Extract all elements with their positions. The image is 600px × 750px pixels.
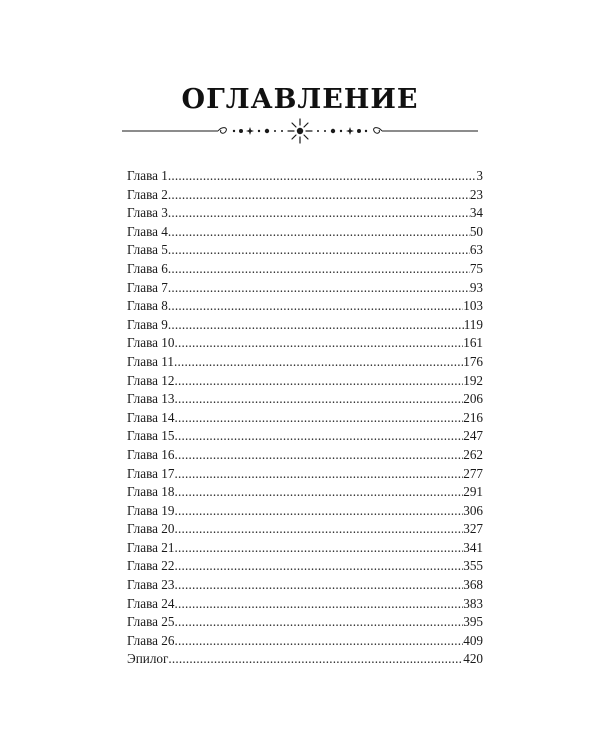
toc-entry-label: Глава 8 [127, 298, 168, 314]
toc-entry-label: Глава 15 [127, 428, 175, 444]
toc-entry [127, 483, 483, 502]
dot-leader [168, 279, 470, 298]
toc-entry-page-number: 103 [463, 298, 483, 314]
toc-entry [127, 557, 483, 576]
dot-leader [174, 483, 463, 502]
dot-leader [174, 595, 463, 614]
dot-leader [174, 520, 463, 539]
toc-entry-page-number: 93 [469, 279, 483, 295]
toc-entry [127, 502, 483, 521]
toc-entry-label: Глава 24 [127, 595, 175, 611]
toc-entry [127, 353, 483, 372]
toc-entry-page-number: 383 [463, 595, 483, 611]
toc-entry [127, 520, 483, 539]
toc-entry [127, 539, 483, 558]
toc-entry-page-number: 216 [463, 409, 483, 425]
toc-entry-page-number: 368 [463, 577, 483, 593]
dot-leader [168, 297, 463, 316]
toc-entry [127, 650, 483, 669]
toc-entry [127, 241, 483, 260]
toc-entry [127, 186, 483, 205]
toc-entry-label: Глава 20 [127, 521, 175, 537]
toc-entry [127, 223, 483, 242]
toc-entry-page-number: 161 [463, 335, 483, 351]
toc-entry-page-number: 247 [463, 428, 483, 444]
toc-entry-page-number: 409 [463, 632, 483, 648]
dot-leader [168, 223, 470, 242]
toc-entry-label: Глава 5 [127, 242, 168, 258]
toc-entry-label: Глава 12 [127, 372, 175, 388]
toc-entry-page-number: 341 [463, 539, 483, 555]
toc-entry-page-number: 206 [463, 391, 483, 407]
dot-leader [174, 334, 463, 353]
toc-entry-page-number: 306 [463, 502, 483, 518]
toc-entry-label: Глава 11 [127, 353, 174, 369]
dot-leader [168, 204, 470, 223]
dot-leader [174, 446, 463, 465]
toc-entry [127, 297, 483, 316]
dot-leader [174, 557, 463, 576]
toc-entry-label: Глава 19 [127, 502, 175, 518]
dot-leader [168, 260, 470, 279]
toc-entry-page-number: 119 [463, 316, 483, 332]
toc-entry [127, 204, 483, 223]
toc-entry [127, 632, 483, 651]
dot-leader [174, 427, 463, 446]
toc-entry [127, 334, 483, 353]
dot-leader [174, 372, 463, 391]
toc-entry-label: Глава 1 [127, 168, 168, 183]
toc-entry-label: Глава 26 [127, 632, 175, 648]
toc-entry [127, 595, 483, 614]
dot-leader [174, 409, 463, 428]
dot-leader [168, 186, 470, 205]
toc-entry-label: Глава 2 [127, 186, 168, 202]
toc-entry [127, 427, 483, 446]
dot-leader [168, 241, 470, 260]
toc-entry-label: Глава 13 [127, 391, 175, 407]
toc-entry-page-number: 50 [469, 223, 483, 239]
dot-leader [174, 502, 463, 521]
toc-entry [127, 613, 483, 632]
dot-leader [168, 316, 464, 335]
toc-entry [127, 576, 483, 595]
dot-leader [174, 632, 463, 651]
toc-entry-page-number: 63 [469, 242, 483, 258]
toc-entry [127, 390, 483, 409]
dot-leader [174, 576, 463, 595]
toc-entry [127, 372, 483, 391]
toc-entry-page-number: 355 [463, 558, 483, 574]
toc-entry-page-number: 3 [476, 168, 483, 183]
toc-entry-label: Глава 23 [127, 577, 175, 593]
toc-entry-page-number: 291 [463, 484, 483, 500]
toc-entry-label: Глава 17 [127, 465, 175, 481]
toc-entry-page-number: 34 [469, 205, 483, 221]
toc-entry-label: Эпилог [127, 651, 169, 667]
table-of-contents [127, 167, 483, 669]
toc-entry-label: Глава 25 [127, 614, 175, 630]
toc-entry-label: Глава 10 [127, 335, 175, 351]
toc-entry [127, 465, 483, 484]
toc-entry-page-number: 23 [469, 186, 483, 202]
toc-entry-label: Глава 22 [127, 558, 175, 574]
dot-leader [174, 613, 463, 632]
toc-entry-page-number: 176 [463, 353, 483, 369]
toc-entry [127, 279, 483, 298]
toc-entry [127, 446, 483, 465]
dot-leader [168, 167, 477, 186]
toc-entry-page-number: 420 [463, 651, 483, 667]
toc-entry-label: Глава 18 [127, 484, 175, 500]
dot-leader [174, 539, 463, 558]
toc-entry-label: Глава 7 [127, 279, 168, 295]
toc-entry [127, 409, 483, 428]
toc-entry-label: Глава 16 [127, 446, 175, 462]
dot-leader [174, 353, 463, 372]
toc-entry-label: Глава 21 [127, 539, 175, 555]
toc-entry [127, 167, 483, 186]
toc-entry-label: Глава 3 [127, 205, 168, 221]
decorative-divider-icon [122, 118, 478, 144]
toc-entry-label: Глава 9 [127, 316, 168, 332]
toc-entry [127, 316, 483, 335]
page-title: ОГЛАВЛЕНИЕ [181, 84, 419, 115]
toc-entry-page-number: 192 [463, 372, 483, 388]
toc-entry-label: Глава 14 [127, 409, 175, 425]
toc-entry-label: Глава 6 [127, 260, 168, 276]
toc-entry-page-number: 75 [469, 260, 483, 276]
toc-entry-label: Глава 4 [127, 223, 168, 239]
toc-entry [127, 260, 483, 279]
toc-entry-page-number: 277 [463, 465, 483, 481]
toc-entry-page-number: 262 [463, 446, 483, 462]
toc-entry-page-number: 327 [463, 521, 483, 537]
dot-leader [174, 465, 463, 484]
toc-entry-page-number: 395 [463, 614, 483, 630]
dot-leader [174, 390, 463, 409]
dot-leader [168, 650, 463, 669]
